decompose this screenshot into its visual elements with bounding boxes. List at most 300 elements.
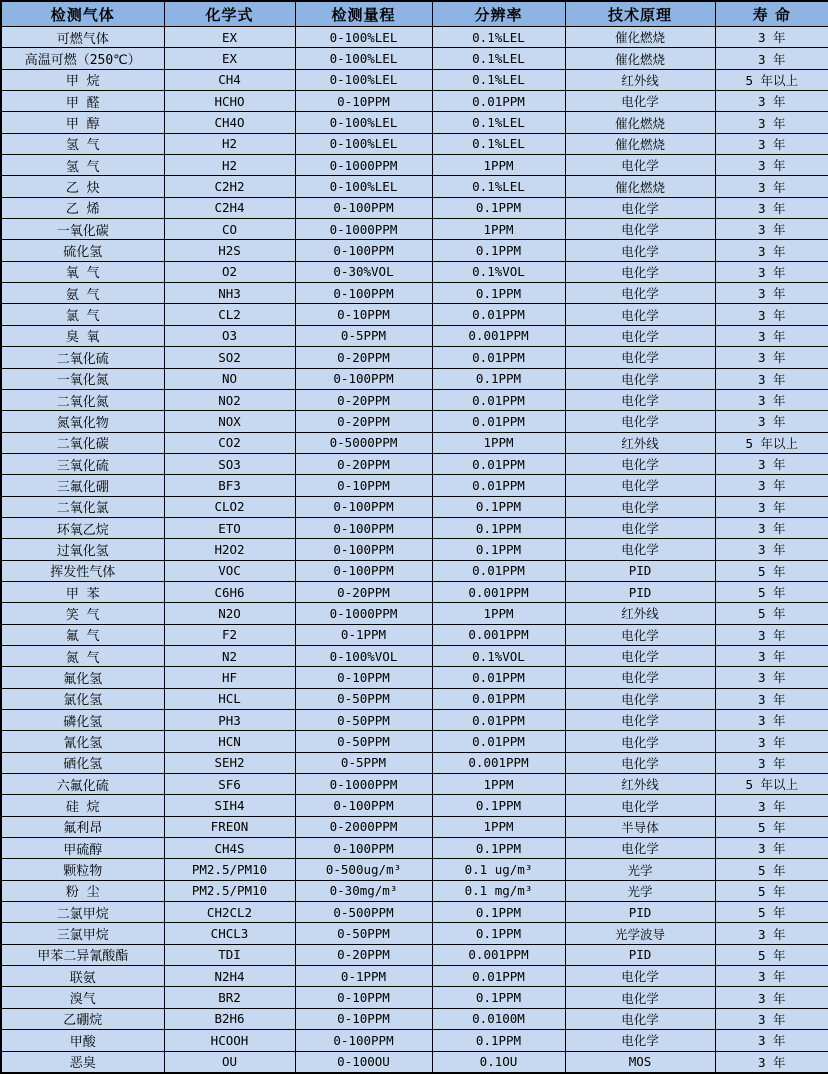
resolution-cell: 0.1PPM	[432, 283, 565, 304]
lifespan-cell: 3 年	[715, 219, 828, 240]
principle-cell: 电化学	[565, 261, 715, 282]
lifespan-cell: 3 年	[715, 112, 828, 133]
range-cell: 0-100PPM	[295, 496, 432, 517]
lifespan-cell: 3 年	[715, 966, 828, 987]
principle-cell: 电化学	[565, 1030, 715, 1051]
lifespan-cell: 3 年	[715, 539, 828, 560]
gas-name-cell: 挥发性气体	[1, 560, 164, 581]
resolution-cell: 0.001PPM	[432, 325, 565, 346]
formula-cell: N2	[164, 645, 295, 666]
principle-cell: 红外线	[565, 69, 715, 90]
principle-cell: 电化学	[565, 795, 715, 816]
table-row	[1, 325, 828, 346]
lifespan-cell: 3 年	[715, 838, 828, 859]
table-row	[1, 859, 828, 880]
formula-cell: H2S	[164, 240, 295, 261]
range-cell: 0-2000PPM	[295, 816, 432, 837]
lifespan-cell: 3 年	[715, 240, 828, 261]
table-row	[1, 475, 828, 496]
principle-cell: 电化学	[565, 155, 715, 176]
resolution-cell: 0.1PPM	[432, 517, 565, 538]
lifespan-cell: 5 年	[715, 880, 828, 901]
formula-cell: H2O2	[164, 539, 295, 560]
formula-cell: C2H2	[164, 176, 295, 197]
gas-name-cell: 甲硫醇	[1, 838, 164, 859]
table-row	[1, 261, 828, 282]
principle-cell: 电化学	[565, 368, 715, 389]
table-row	[1, 91, 828, 112]
formula-cell: HCN	[164, 731, 295, 752]
range-cell: 0-100%LEL	[295, 133, 432, 154]
resolution-cell: 0.1%VOL	[432, 645, 565, 666]
column-header-lifespan: 寿 命	[715, 1, 828, 27]
range-cell: 0-20PPM	[295, 389, 432, 410]
gas-name-cell: 二氯甲烷	[1, 902, 164, 923]
table-row	[1, 560, 828, 581]
range-cell: 0-10PPM	[295, 667, 432, 688]
lifespan-cell: 3 年	[715, 27, 828, 48]
lifespan-cell: 3 年	[715, 347, 828, 368]
lifespan-cell: 3 年	[715, 453, 828, 474]
formula-cell: H2	[164, 133, 295, 154]
resolution-cell: 1PPM	[432, 155, 565, 176]
lifespan-cell: 3 年	[715, 1008, 828, 1029]
principle-cell: 催化燃烧	[565, 112, 715, 133]
gas-name-cell: 硫化氢	[1, 240, 164, 261]
table-row	[1, 603, 828, 624]
formula-cell: SO3	[164, 453, 295, 474]
header-row	[1, 1, 828, 27]
range-cell: 0-100PPM	[295, 240, 432, 261]
gas-name-cell: 氢 气	[1, 155, 164, 176]
principle-cell: 光学波导	[565, 923, 715, 944]
table-row	[1, 539, 828, 560]
principle-cell: 电化学	[565, 517, 715, 538]
range-cell: 0-100PPM	[295, 517, 432, 538]
table-row	[1, 902, 828, 923]
formula-cell: CH4	[164, 69, 295, 90]
formula-cell: N2H4	[164, 966, 295, 987]
principle-cell: 电化学	[565, 91, 715, 112]
gas-name-cell: 氰化氢	[1, 731, 164, 752]
gas-name-cell: 氟利昂	[1, 816, 164, 837]
formula-cell: OU	[164, 1051, 295, 1073]
resolution-cell: 0.01PPM	[432, 560, 565, 581]
gas-name-cell: 甲苯二异氰酸酯	[1, 944, 164, 965]
table-row	[1, 432, 828, 453]
resolution-cell: 1PPM	[432, 603, 565, 624]
lifespan-cell: 3 年	[715, 1051, 828, 1073]
gas-name-cell: 环氧乙烷	[1, 517, 164, 538]
resolution-cell: 0.1 mg/m³	[432, 880, 565, 901]
range-cell: 0-10PPM	[295, 304, 432, 325]
principle-cell: 催化燃烧	[565, 176, 715, 197]
gas-name-cell: 三氟化硼	[1, 475, 164, 496]
resolution-cell: 0.1PPM	[432, 795, 565, 816]
resolution-cell: 0.01PPM	[432, 966, 565, 987]
lifespan-cell: 3 年	[715, 667, 828, 688]
gas-name-cell: 甲 醛	[1, 91, 164, 112]
lifespan-cell: 3 年	[715, 389, 828, 410]
gas-name-cell: 三氯甲烷	[1, 923, 164, 944]
range-cell: 0-100PPM	[295, 1030, 432, 1051]
gas-name-cell: 二氧化硫	[1, 347, 164, 368]
formula-cell: BF3	[164, 475, 295, 496]
formula-cell: NO	[164, 368, 295, 389]
resolution-cell: 1PPM	[432, 432, 565, 453]
resolution-cell: 0.1PPM	[432, 1030, 565, 1051]
lifespan-cell: 3 年	[715, 411, 828, 432]
lifespan-cell: 3 年	[715, 517, 828, 538]
formula-cell: CH4O	[164, 112, 295, 133]
lifespan-cell: 5 年	[715, 944, 828, 965]
range-cell: 0-10PPM	[295, 91, 432, 112]
lifespan-cell: 3 年	[715, 48, 828, 69]
range-cell: 0-50PPM	[295, 731, 432, 752]
principle-cell: 电化学	[565, 475, 715, 496]
gas-name-cell: 氟 气	[1, 624, 164, 645]
table-row	[1, 774, 828, 795]
principle-cell: 电化学	[565, 389, 715, 410]
formula-cell: SEH2	[164, 752, 295, 773]
range-cell: 0-100%LEL	[295, 27, 432, 48]
principle-cell: 电化学	[565, 731, 715, 752]
gas-name-cell: 颗粒物	[1, 859, 164, 880]
range-cell: 0-100%VOL	[295, 645, 432, 666]
principle-cell: 电化学	[565, 219, 715, 240]
table-row	[1, 688, 828, 709]
table-row	[1, 667, 828, 688]
formula-cell: NOX	[164, 411, 295, 432]
resolution-cell: 0.01PPM	[432, 347, 565, 368]
table-row	[1, 880, 828, 901]
resolution-cell: 0.1%VOL	[432, 261, 565, 282]
range-cell: 0-1000PPM	[295, 603, 432, 624]
range-cell: 0-30%VOL	[295, 261, 432, 282]
principle-cell: 电化学	[565, 240, 715, 261]
range-cell: 0-500ug/m³	[295, 859, 432, 880]
table-row	[1, 389, 828, 410]
lifespan-cell: 3 年	[715, 91, 828, 112]
table-row	[1, 240, 828, 261]
table-row	[1, 838, 828, 859]
lifespan-cell: 3 年	[715, 325, 828, 346]
range-cell: 0-5PPM	[295, 325, 432, 346]
range-cell: 0-50PPM	[295, 710, 432, 731]
resolution-cell: 0.0100M	[432, 1008, 565, 1029]
gas-name-cell: 二氧化碳	[1, 432, 164, 453]
table-row	[1, 411, 828, 432]
lifespan-cell: 3 年	[715, 475, 828, 496]
table-row	[1, 1030, 828, 1051]
lifespan-cell: 3 年	[715, 496, 828, 517]
range-cell: 0-500PPM	[295, 902, 432, 923]
lifespan-cell: 5 年以上	[715, 432, 828, 453]
resolution-cell: 0.1PPM	[432, 368, 565, 389]
principle-cell: 红外线	[565, 432, 715, 453]
principle-cell: 电化学	[565, 325, 715, 346]
gas-name-cell: 氟化氢	[1, 667, 164, 688]
table-row	[1, 966, 828, 987]
principle-cell: 红外线	[565, 774, 715, 795]
formula-cell: BR2	[164, 987, 295, 1008]
table-row	[1, 304, 828, 325]
range-cell: 0-1000PPM	[295, 774, 432, 795]
range-cell: 0-1000PPM	[295, 219, 432, 240]
principle-cell: 电化学	[565, 1008, 715, 1029]
resolution-cell: 0.01PPM	[432, 688, 565, 709]
principle-cell: PID	[565, 581, 715, 602]
gas-name-cell: 甲 醇	[1, 112, 164, 133]
lifespan-cell: 3 年	[715, 645, 828, 666]
principle-cell: 电化学	[565, 539, 715, 560]
gas-name-cell: 臭 氧	[1, 325, 164, 346]
gas-name-cell: 二氧化氮	[1, 389, 164, 410]
resolution-cell: 0.01PPM	[432, 731, 565, 752]
column-header-range: 检测量程	[295, 1, 432, 27]
table-row	[1, 453, 828, 474]
formula-cell: TDI	[164, 944, 295, 965]
principle-cell: 催化燃烧	[565, 27, 715, 48]
formula-cell: EX	[164, 27, 295, 48]
gas-name-cell: 过氧化氢	[1, 539, 164, 560]
lifespan-cell: 3 年	[715, 752, 828, 773]
lifespan-cell: 3 年	[715, 283, 828, 304]
gas-name-cell: 笑 气	[1, 603, 164, 624]
table-row	[1, 1051, 828, 1073]
principle-cell: 电化学	[565, 453, 715, 474]
table-row	[1, 731, 828, 752]
formula-cell: CO2	[164, 432, 295, 453]
table-row	[1, 133, 828, 154]
formula-cell: C2H4	[164, 197, 295, 218]
principle-cell: 催化燃烧	[565, 48, 715, 69]
resolution-cell: 0.1PPM	[432, 987, 565, 1008]
lifespan-cell: 3 年	[715, 197, 828, 218]
principle-cell: 电化学	[565, 496, 715, 517]
range-cell: 0-100%LEL	[295, 176, 432, 197]
principle-cell: 电化学	[565, 752, 715, 773]
principle-cell: 电化学	[565, 987, 715, 1008]
formula-cell: FREON	[164, 816, 295, 837]
principle-cell: 半导体	[565, 816, 715, 837]
range-cell: 0-100PPM	[295, 560, 432, 581]
formula-cell: H2	[164, 155, 295, 176]
gas-name-cell: 硒化氢	[1, 752, 164, 773]
formula-cell: CH2CL2	[164, 902, 295, 923]
resolution-cell: 0.01PPM	[432, 304, 565, 325]
lifespan-cell: 3 年	[715, 688, 828, 709]
formula-cell: C6H6	[164, 581, 295, 602]
gas-name-cell: 磷化氢	[1, 710, 164, 731]
lifespan-cell: 5 年	[715, 859, 828, 880]
range-cell: 0-100PPM	[295, 197, 432, 218]
resolution-cell: 0.001PPM	[432, 581, 565, 602]
range-cell: 0-10PPM	[295, 1008, 432, 1029]
resolution-cell: 0.1 ug/m³	[432, 859, 565, 880]
range-cell: 0-100PPM	[295, 539, 432, 560]
lifespan-cell: 3 年	[715, 133, 828, 154]
gas-name-cell: 乙 烯	[1, 197, 164, 218]
formula-cell: O2	[164, 261, 295, 282]
gas-name-cell: 甲酸	[1, 1030, 164, 1051]
range-cell: 0-50PPM	[295, 688, 432, 709]
resolution-cell: 0.001PPM	[432, 752, 565, 773]
table-row	[1, 112, 828, 133]
resolution-cell: 0.1PPM	[432, 902, 565, 923]
table-row	[1, 752, 828, 773]
formula-cell: O3	[164, 325, 295, 346]
principle-cell: 电化学	[565, 304, 715, 325]
principle-cell: 电化学	[565, 283, 715, 304]
lifespan-cell: 3 年	[715, 710, 828, 731]
resolution-cell: 0.001PPM	[432, 944, 565, 965]
principle-cell: 光学	[565, 880, 715, 901]
resolution-cell: 0.1%LEL	[432, 176, 565, 197]
resolution-cell: 0.1PPM	[432, 496, 565, 517]
formula-cell: SF6	[164, 774, 295, 795]
column-header-gas: 检测气体	[1, 1, 164, 27]
lifespan-cell: 3 年	[715, 731, 828, 752]
table-row	[1, 69, 828, 90]
resolution-cell: 0.1%LEL	[432, 133, 565, 154]
range-cell: 0-20PPM	[295, 581, 432, 602]
resolution-cell: 0.1OU	[432, 1051, 565, 1073]
formula-cell: N2O	[164, 603, 295, 624]
resolution-cell: 1PPM	[432, 774, 565, 795]
gas-name-cell: 氧 气	[1, 261, 164, 282]
lifespan-cell: 5 年	[715, 560, 828, 581]
gas-name-cell: 粉 尘	[1, 880, 164, 901]
lifespan-cell: 3 年	[715, 987, 828, 1008]
lifespan-cell: 3 年	[715, 624, 828, 645]
formula-cell: F2	[164, 624, 295, 645]
range-cell: 0-1000PPM	[295, 155, 432, 176]
principle-cell: 电化学	[565, 411, 715, 432]
lifespan-cell: 3 年	[715, 155, 828, 176]
formula-cell: PH3	[164, 710, 295, 731]
resolution-cell: 0.1PPM	[432, 923, 565, 944]
lifespan-cell: 3 年	[715, 368, 828, 389]
range-cell: 0-100%LEL	[295, 112, 432, 133]
range-cell: 0-100%LEL	[295, 69, 432, 90]
table-row	[1, 48, 828, 69]
table-row	[1, 816, 828, 837]
formula-cell: B2H6	[164, 1008, 295, 1029]
lifespan-cell: 5 年	[715, 603, 828, 624]
principle-cell: 电化学	[565, 197, 715, 218]
gas-name-cell: 氢 气	[1, 133, 164, 154]
formula-cell: HCL	[164, 688, 295, 709]
resolution-cell: 0.1%LEL	[432, 48, 565, 69]
resolution-cell: 1PPM	[432, 219, 565, 240]
formula-cell: VOC	[164, 560, 295, 581]
table-row	[1, 368, 828, 389]
range-cell: 0-50PPM	[295, 923, 432, 944]
gas-name-cell: 高温可燃（250℃）	[1, 48, 164, 69]
resolution-cell: 0.1PPM	[432, 197, 565, 218]
range-cell: 0-30mg/m³	[295, 880, 432, 901]
lifespan-cell: 5 年	[715, 816, 828, 837]
range-cell: 0-10PPM	[295, 475, 432, 496]
range-cell: 0-100PPM	[295, 283, 432, 304]
lifespan-cell: 5 年以上	[715, 774, 828, 795]
formula-cell: CHCL3	[164, 923, 295, 944]
range-cell: 0-20PPM	[295, 944, 432, 965]
gas-name-cell: 一氧化碳	[1, 219, 164, 240]
principle-cell: 电化学	[565, 710, 715, 731]
principle-cell: PID	[565, 944, 715, 965]
column-header-resolution: 分辨率	[432, 1, 565, 27]
formula-cell: HF	[164, 667, 295, 688]
range-cell: 0-20PPM	[295, 411, 432, 432]
table-row	[1, 27, 828, 48]
formula-cell: CLO2	[164, 496, 295, 517]
principle-cell: 电化学	[565, 838, 715, 859]
resolution-cell: 0.1PPM	[432, 838, 565, 859]
principle-cell: 电化学	[565, 966, 715, 987]
table-row	[1, 624, 828, 645]
formula-cell: CO	[164, 219, 295, 240]
range-cell: 0-1PPM	[295, 624, 432, 645]
gas-name-cell: 氮 气	[1, 645, 164, 666]
table-row	[1, 795, 828, 816]
range-cell: 0-10PPM	[295, 987, 432, 1008]
lifespan-cell: 3 年	[715, 1030, 828, 1051]
range-cell: 0-20PPM	[295, 347, 432, 368]
gas-name-cell: 二氧化氯	[1, 496, 164, 517]
formula-cell: HCHO	[164, 91, 295, 112]
table-body	[1, 27, 828, 1074]
lifespan-cell: 3 年	[715, 923, 828, 944]
gas-name-cell: 甲 苯	[1, 581, 164, 602]
range-cell: 0-5PPM	[295, 752, 432, 773]
gas-name-cell: 恶臭	[1, 1051, 164, 1073]
lifespan-cell: 3 年	[715, 176, 828, 197]
resolution-cell: 0.01PPM	[432, 389, 565, 410]
table-row	[1, 155, 828, 176]
column-header-formula: 化学式	[164, 1, 295, 27]
gas-name-cell: 联氨	[1, 966, 164, 987]
formula-cell: SO2	[164, 347, 295, 368]
principle-cell: 红外线	[565, 603, 715, 624]
table-row	[1, 645, 828, 666]
lifespan-cell: 3 年	[715, 795, 828, 816]
table-row	[1, 496, 828, 517]
gas-name-cell: 六氟化硫	[1, 774, 164, 795]
formula-cell: NO2	[164, 389, 295, 410]
resolution-cell: 0.01PPM	[432, 453, 565, 474]
resolution-cell: 0.1PPM	[432, 539, 565, 560]
resolution-cell: 0.01PPM	[432, 91, 565, 112]
range-cell: 0-20PPM	[295, 453, 432, 474]
table-row	[1, 581, 828, 602]
gas-name-cell: 可燃气体	[1, 27, 164, 48]
resolution-cell: 0.01PPM	[432, 710, 565, 731]
column-header-principle: 技术原理	[565, 1, 715, 27]
range-cell: 0-100OU	[295, 1051, 432, 1073]
principle-cell: 电化学	[565, 688, 715, 709]
lifespan-cell: 5 年	[715, 902, 828, 923]
range-cell: 0-100PPM	[295, 368, 432, 389]
gas-name-cell: 氮氧化物	[1, 411, 164, 432]
table-row	[1, 176, 828, 197]
principle-cell: 电化学	[565, 667, 715, 688]
range-cell: 0-100PPM	[295, 838, 432, 859]
lifespan-cell: 5 年以上	[715, 69, 828, 90]
resolution-cell: 0.1%LEL	[432, 112, 565, 133]
resolution-cell: 1PPM	[432, 816, 565, 837]
